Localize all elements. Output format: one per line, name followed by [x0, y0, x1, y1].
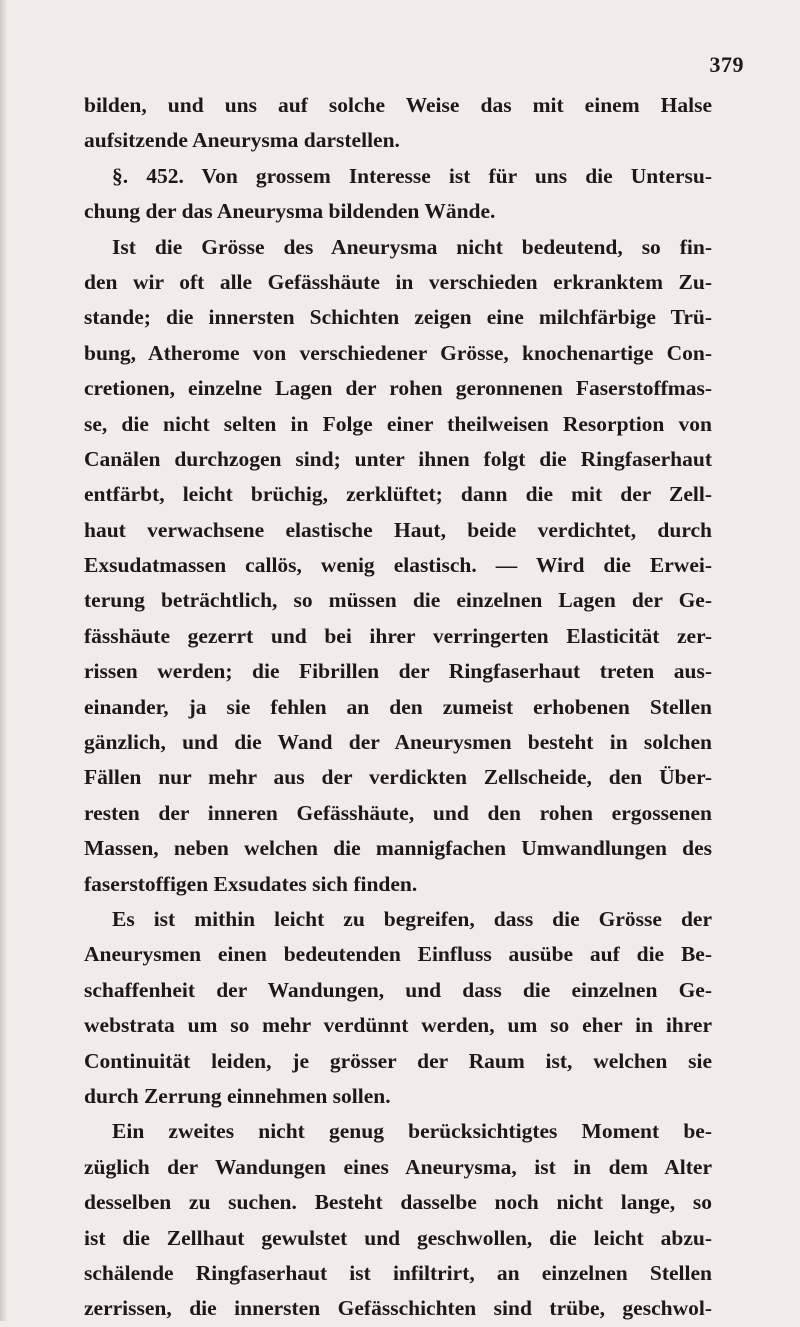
page-edge-shadow: [0, 0, 8, 1321]
text-line-15: terung beträchtlich, so müssen die einzelnen Lagen der Ge-: [84, 588, 712, 613]
text-line-30: Ein zweites nicht genug berücksichtigtes Moment be-: [112, 1119, 712, 1144]
text-line-22: Massen, neben welchen die mannigfachen Umwandlungen des: [84, 836, 712, 861]
text-line-16: fässhäute gezerrt und bei ihrer verringerten Elasticität zer-: [84, 623, 712, 648]
text-line-27: webstrata um so mehr verdünnt werden, um so eher in ihrer: [84, 1013, 712, 1038]
text-line-32: desselben zu suchen. Besteht dasselbe noch nicht lange, so: [84, 1190, 712, 1215]
text-line-25: Aneurysmen einen bedeutenden Einfluss ausübe auf die Be-: [84, 942, 712, 967]
text-line-23: faserstoffigen Exsudates sich finden.: [84, 871, 418, 896]
text-line-12: entfärbt, leicht brüchig, zerklüftet; dann die mit der Zell-: [84, 482, 712, 507]
text-line-2: aufsitzende Aneurysma darstellen.: [84, 128, 400, 153]
text-line-21: resten der inneren Gefässhäute, und den rohen ergossenen: [84, 800, 712, 825]
text-line-17: rissen werden; die Fibrillen der Ringfaserhaut treten aus-: [84, 659, 712, 684]
text-line-33: ist die Zellhaut gewulstet und geschwollen, die leicht abzu-: [84, 1225, 712, 1250]
text-line-11: Canälen durchzogen sind; unter ihnen folgt die Ringfaserhaut: [84, 446, 712, 471]
text-line-29: durch Zerrung einnehmen sollen.: [84, 1083, 391, 1108]
text-line-34: schälende Ringfaserhaut ist infiltrirt, an einzelnen Stellen: [84, 1260, 712, 1285]
text-line-7: stande; die innersten Schichten zeigen eine milchfärbige Trü-: [84, 305, 712, 330]
text-line-24: Es ist mithin leicht zu begreifen, dass die Grösse der: [112, 906, 712, 931]
text-line-13: haut verwachsene elastische Haut, beide verdichtet, durch: [84, 517, 712, 542]
text-line-18: einander, ja sie fehlen an den zumeist erhobenen Stellen: [84, 694, 712, 719]
text-line-14: Exsudatmassen callös, wenig elastisch. — Wird die Erwei-: [84, 553, 712, 578]
text-line-8: bung, Atherome von verschiedener Grösse, knochenartige Con-: [84, 340, 712, 365]
page-number: 379: [709, 52, 744, 77]
text-line-28: Continuität leiden, je grösser der Raum ist, welchen sie: [84, 1048, 712, 1073]
body-text: [84, 88, 712, 1327]
text-line-6: den wir oft alle Gefässhäute in verschieden erkranktem Zu-: [84, 269, 712, 294]
text-line-19: gänzlich, und die Wand der Aneurysmen besteht in solchen: [84, 730, 712, 755]
text-line-5: Ist die Grösse des Aneurysma nicht bedeutend, so fin-: [112, 234, 712, 259]
text-line-26: schaffenheit der Wandungen, und dass die einzelnen Ge-: [84, 977, 712, 1002]
text-line-31: züglich der Wandungen eines Aneurysma, ist in dem Alter: [84, 1154, 712, 1179]
text-line-9: cretionen, einzelne Lagen der rohen geronnenen Faserstoffmas-: [84, 376, 712, 401]
text-line-3: §. 452. Von grossem Interesse ist für uns die Untersu-: [112, 163, 712, 188]
text-line-4: chung der das Aneurysma bildenden Wände.: [84, 199, 496, 224]
text-line-20: Fällen nur mehr aus der verdickten Zellscheide, den Über-: [84, 765, 712, 790]
text-line-10: se, die nicht selten in Folge einer theilweisen Resorption von: [84, 411, 712, 436]
text-line-1: bilden, und uns auf solche Weise das mit einem Halse: [84, 93, 712, 117]
text-line-35: zerrissen, die innersten Gefässchichten sind trübe, geschwol-: [84, 1296, 712, 1321]
